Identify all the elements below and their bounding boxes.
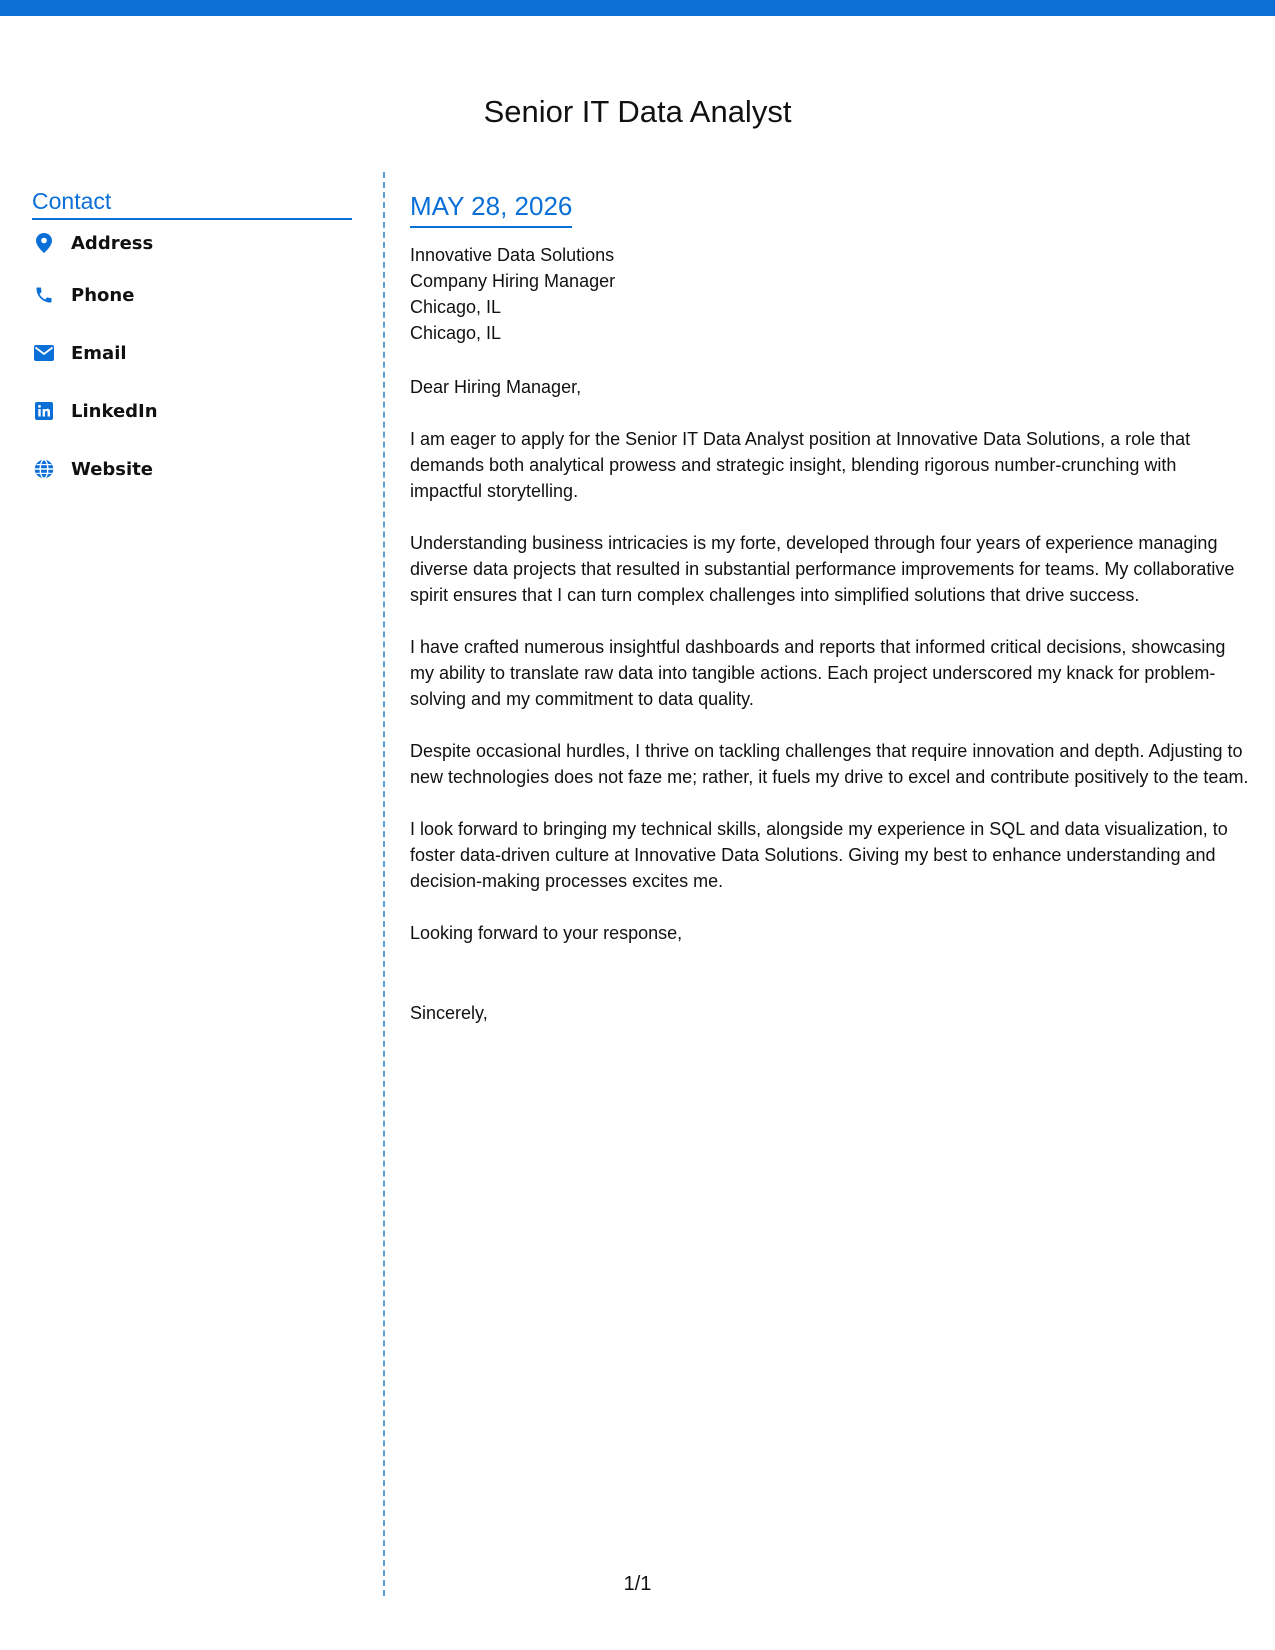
recipient-city: Chicago, IL: [410, 297, 502, 317]
contact-item-phone: [32, 266, 352, 324]
column-divider: [383, 172, 385, 1596]
contact-label: Address: [71, 232, 154, 254]
page-title: Senior IT Data Analyst: [483, 94, 792, 129]
linkedin-icon: [33, 400, 55, 422]
contact-item-linkedin: [32, 382, 352, 440]
body-paragraph: Understanding business intricacies is my forte, developed through four years of experience managing diverse data projects that resulted in substantial performance improvements for teams. My collaborative spirit ensures that I can turn complex challenges into simplified solutions that drive success.: [410, 533, 1235, 605]
contact-label: Phone: [71, 284, 135, 306]
contact-sidebar: [32, 186, 352, 498]
top-accent-bar: [0, 0, 1275, 16]
body-paragraph: I look forward to bringing my technical skills, alongside my experience in SQL and data visualization, to foster data-driven culture at Innovative Data Solutions. Giving my best to enhance understanding and decision-making processes excites me.: [410, 819, 1228, 891]
contact-label: Website: [71, 458, 154, 480]
closing-line: Looking forward to your response,: [410, 923, 683, 943]
contact-heading: Contact: [32, 186, 352, 220]
page-number: 1/1: [623, 1573, 652, 1595]
recipient-contact: Company Hiring Manager: [410, 271, 616, 291]
letter-date: MAY 28, 2026: [410, 190, 572, 228]
recipient-block: [410, 242, 1250, 346]
email-icon: [33, 342, 55, 364]
phone-icon: [33, 284, 55, 306]
contact-label: Email: [71, 342, 127, 364]
contact-label: LinkedIn: [71, 400, 158, 422]
body-paragraph: Despite occasional hurdles, I thrive on tackling challenges that require innovation and depth. Adjusting to new technologies does not faze me; rather, it fuels my drive to excel and contribute positively to the team.: [410, 741, 1249, 787]
globe-icon: [33, 458, 55, 480]
contact-list: [32, 220, 352, 498]
contact-item-email: [32, 324, 352, 382]
recipient-city: Chicago, IL: [410, 323, 502, 343]
letter-body: [410, 190, 1250, 1026]
recipient-company: Innovative Data Solutions: [410, 245, 615, 265]
body-paragraph: I have crafted numerous insightful dashboards and reports that informed critical decisions, showcasing my ability to translate raw data into tangible actions. Each project underscored my knack for problem-solving and my commitment to data quality.: [410, 637, 1226, 709]
salutation: Dear Hiring Manager,: [410, 377, 582, 397]
signoff: Sincerely,: [410, 1003, 488, 1023]
contact-item-address: [32, 220, 352, 266]
map-pin-icon: [33, 232, 55, 254]
contact-item-website: [32, 440, 352, 498]
body-paragraph: I am eager to apply for the Senior IT Data Analyst position at Innovative Data Solutions, a role that demands both analytical prowess and strategic insight, blending rigorous number-crunching with impactful storytelling.: [410, 429, 1191, 501]
